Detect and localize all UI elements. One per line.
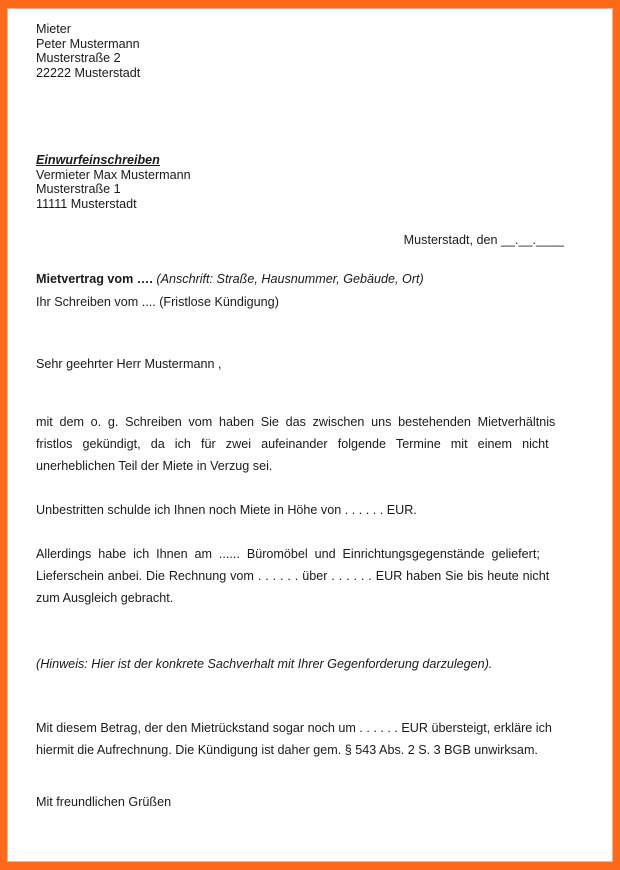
- paragraph-2: [36, 499, 563, 521]
- letter-page: [7, 8, 613, 862]
- sender-city: 22222 Musterstadt: [36, 65, 141, 80]
- salutation-text: Sehr geehrter Herr Mustermann ,: [36, 357, 222, 371]
- subject-address-hint: (Anschrift: Straße, Hausnummer, Gebäude, Ort): [152, 272, 424, 286]
- paragraph-3-line-2: Lieferschein anbei. Die Rechnung vom . . . . . . über . . . . . . EUR haben Sie bis heute nicht: [36, 569, 550, 583]
- sender-name: Peter Mustermann: [36, 36, 140, 51]
- sender-label: Mieter: [36, 22, 71, 36]
- paragraph-3: [36, 543, 563, 609]
- salutation: [36, 357, 564, 372]
- date-line: [36, 233, 564, 248]
- subject-contract: Mietvertrag vom ….: [36, 272, 153, 286]
- paragraph-3-line-3: zum Ausgleich gebracht.: [36, 591, 174, 605]
- paragraph-3-line-1: Allerdings habe ich Ihnen am ...... Büromöbel und Einrichtungsgegenstände geliefert;: [36, 547, 540, 561]
- subject-reference: Ihr Schreiben vom .... (Fristlose Kündigung): [36, 295, 279, 309]
- sender-street: Musterstraße 2: [36, 51, 121, 66]
- paragraph-2-text: Unbestritten schulde ich Ihnen noch Miete in Höhe von . . . . . . EUR.: [36, 503, 417, 517]
- sender-address: [36, 22, 564, 80]
- hint-text: (Hinweis: Hier ist der konkrete Sachverhalt mit Ihrer Gegenforderung darzulegen).: [36, 657, 493, 671]
- closing-text: Mit freundlichen Grüßen: [36, 795, 172, 809]
- paragraph-1-line-2: fristlos gekündigt, da ich für zwei aufeinander folgende Termine mit einem nicht: [36, 437, 549, 451]
- recipient-address: [36, 153, 564, 211]
- closing: [36, 791, 563, 813]
- recipient-street: Musterstraße 1: [36, 182, 121, 197]
- hint-paragraph: [36, 653, 563, 675]
- subject-block: [36, 268, 564, 314]
- paragraph-1-line-1: mit dem o. g. Schreiben vom haben Sie das zwischen uns bestehenden Mietverhältnis: [36, 415, 556, 429]
- recipient-name: Vermieter Max Mustermann: [36, 167, 191, 182]
- recipient-city: 11111 Musterstadt: [36, 196, 137, 211]
- paragraph-4-line-2: hiermit die Aufrechnung. Die Kündigung ist daher gem. § 543 Abs. 2 S. 3 BGB unwirksam.: [36, 743, 538, 757]
- paragraph-1-line-3: unerheblichen Teil der Miete in Verzug sei.: [36, 459, 273, 473]
- delivery-method: Einwurfeinschreiben: [36, 153, 160, 167]
- paragraph-4: [36, 717, 563, 761]
- paragraph-4-line-1: Mit diesem Betrag, der den Mietrückstand sogar noch um . . . . . . EUR übersteigt, erkläre ich: [36, 721, 552, 735]
- date-text: Musterstadt, den __.__.____: [403, 233, 564, 247]
- paragraph-1: [36, 411, 563, 477]
